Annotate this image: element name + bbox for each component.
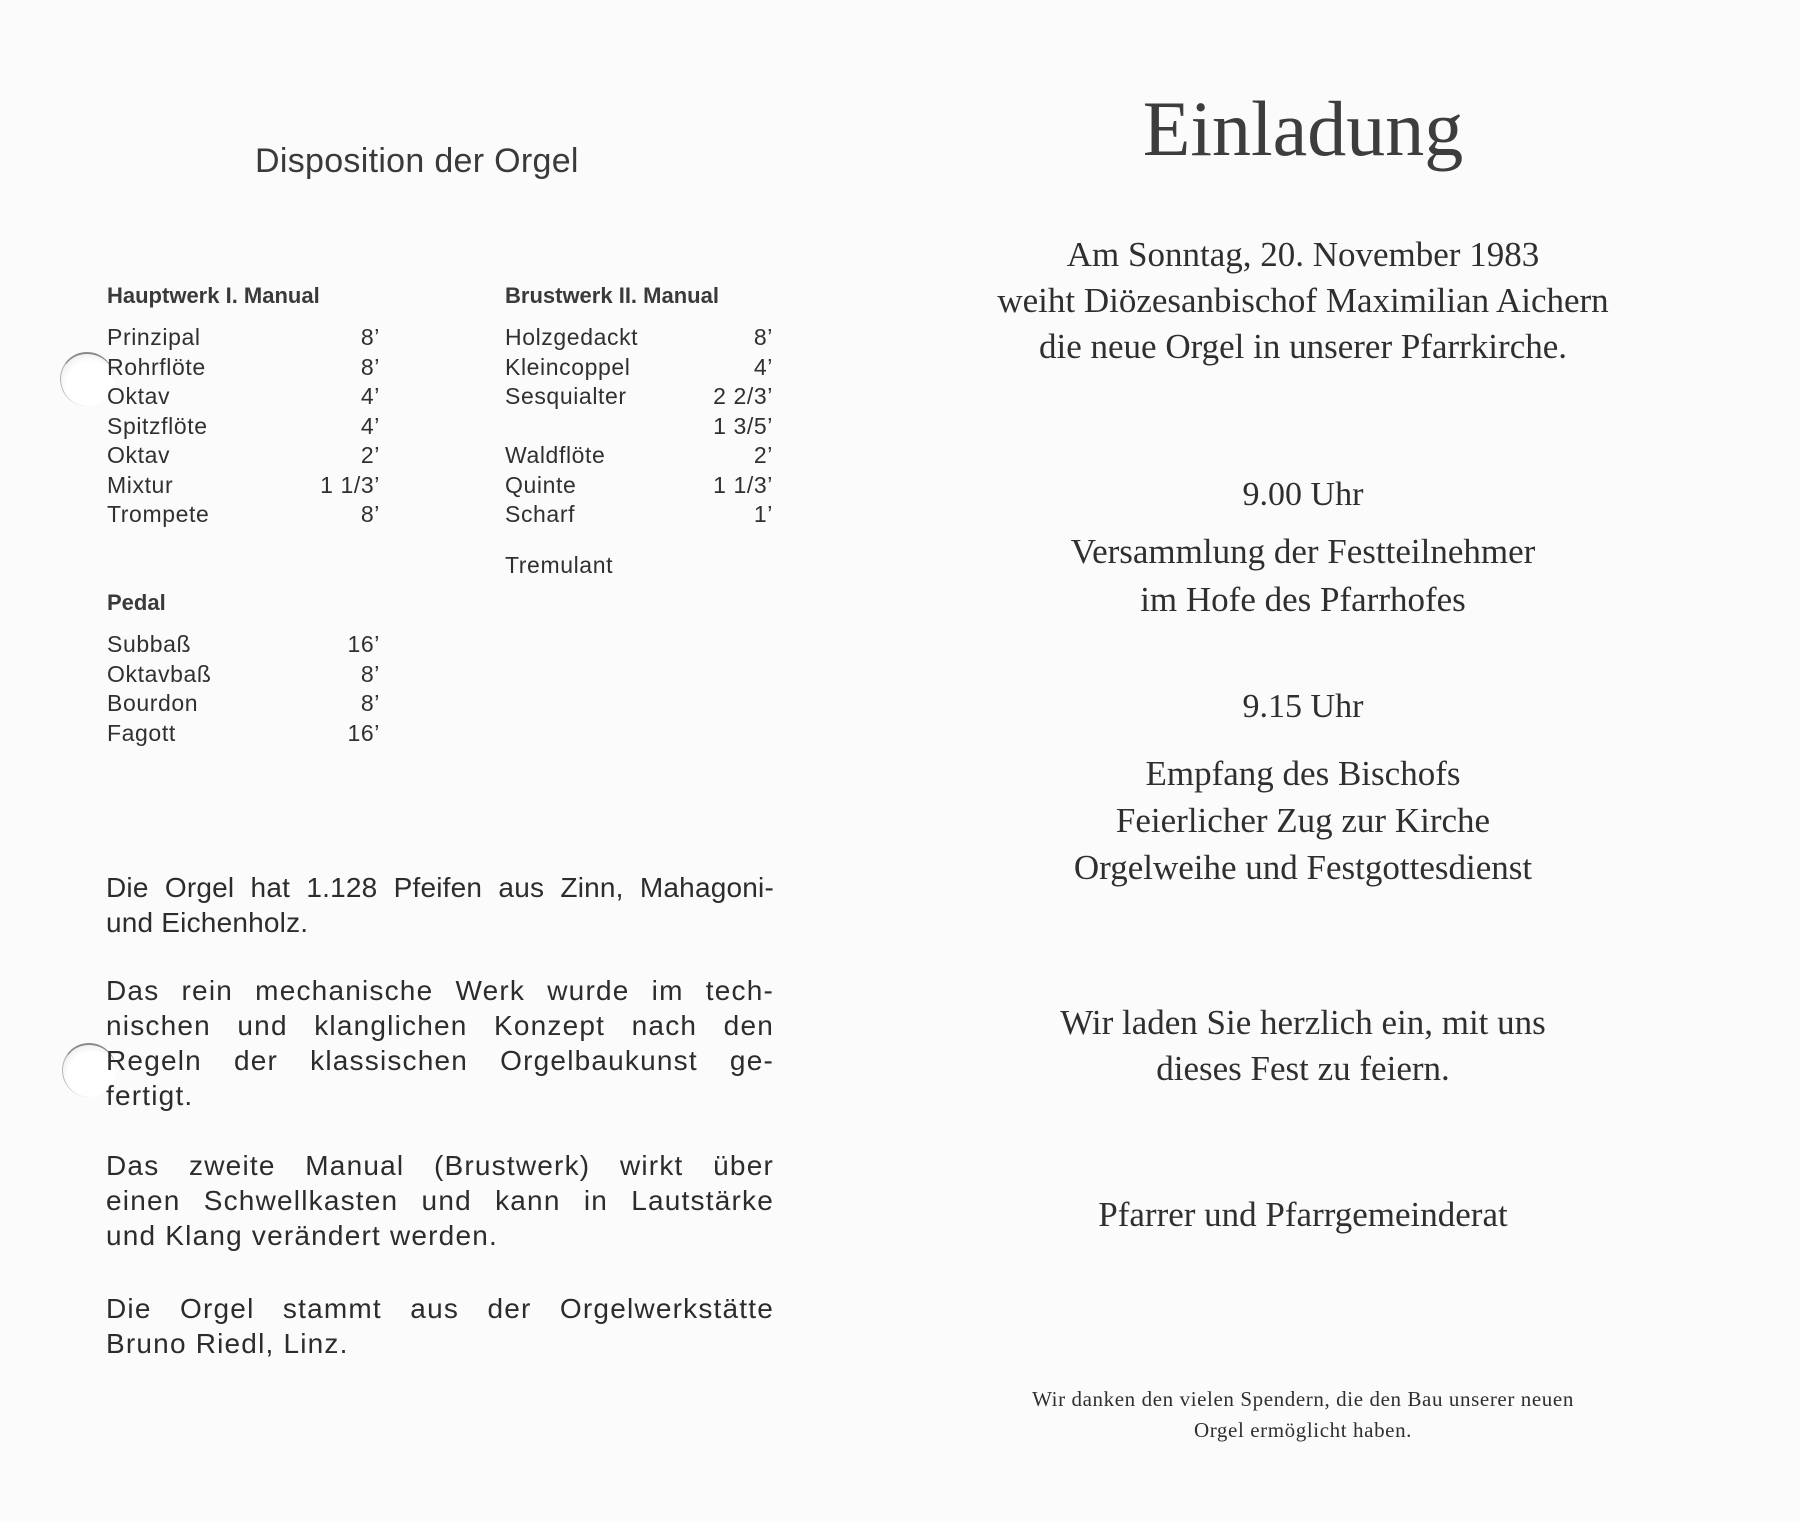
- signature: Pfarrer und Pfarrgemeinderat: [1098, 1195, 1508, 1234]
- stop-pitch: 8’: [360, 660, 380, 687]
- stop-pitch: 8’: [360, 501, 380, 527]
- stop-name: Mixtur: [107, 471, 174, 498]
- paragraph-line: fertigt.: [106, 1080, 194, 1111]
- stop-name: Scharf: [505, 501, 576, 527]
- stop-name: Quinte: [505, 471, 577, 498]
- invite-line: Wir laden Sie herzlich ein, mit uns: [1060, 1003, 1546, 1042]
- stop-name: Spitzflöte: [107, 412, 208, 439]
- tremulant-label: Tremulant: [505, 551, 614, 578]
- thanks-note: [940, 1384, 1666, 1446]
- stop-pitch: 8’: [360, 324, 380, 350]
- stop-pitch: 8’: [360, 353, 380, 380]
- time-first: 9.00 Uhr: [1242, 476, 1364, 513]
- hauptwerk-section: [107, 283, 380, 530]
- stop-name: Subbaß: [107, 631, 192, 657]
- stop-row: [505, 353, 773, 383]
- stop-name: Oktavbaß: [107, 660, 212, 687]
- paragraph-line: nischen und klanglichen Konzept nach den: [106, 1010, 774, 1041]
- paragraph-line: Das zweite Manual (Brustwerk) wirkt über: [106, 1150, 774, 1181]
- stop-row: [505, 500, 773, 530]
- pedal-heading: Pedal: [107, 590, 166, 615]
- event-second: [940, 750, 1666, 891]
- stop-name: Prinzipal: [107, 324, 201, 350]
- stop-name: Rohrflöte: [107, 353, 206, 380]
- stop-row: [107, 441, 380, 471]
- stop-row: [505, 382, 773, 412]
- stop-pitch: 1 3/5’: [713, 412, 773, 439]
- time-second: 9.15 Uhr: [1242, 688, 1364, 725]
- invitation-title: Einladung: [1142, 85, 1464, 172]
- stop-row: [505, 441, 773, 471]
- intro-line: weiht Diözesanbischof Maximilian Aichern: [997, 281, 1609, 320]
- stop-row: [107, 660, 380, 690]
- event-line: im Hofe des Pfarrhofes: [1140, 580, 1466, 619]
- stop-row: [107, 689, 380, 719]
- paragraph-line: Das rein mechanische Werk wurde im tech-: [106, 975, 774, 1006]
- invite-text: [940, 1000, 1666, 1092]
- pedal-section: [107, 590, 380, 748]
- stop-row: [107, 719, 380, 749]
- stop-pitch: 16’: [347, 719, 380, 746]
- paragraph-line: Regeln der klassischen Orgelbaukunst ge-: [106, 1045, 774, 1076]
- brustwerk-section: [505, 283, 773, 579]
- stop-row: [107, 471, 380, 501]
- event-line: Feierlicher Zug zur Kirche: [1115, 801, 1491, 840]
- stop-pitch: 4’: [360, 412, 380, 439]
- stop-pitch: 1 1/3’: [320, 471, 380, 498]
- disposition-title: Disposition der Orgel: [255, 142, 579, 180]
- builder-paragraph: [106, 1291, 774, 1361]
- stop-pitch: 8’: [753, 324, 773, 350]
- paragraph-line: und Eichenholz.: [106, 907, 309, 938]
- organ-pipes-paragraph: [106, 870, 774, 940]
- stop-row: [505, 471, 773, 501]
- stop-name: Sesquialter: [505, 383, 627, 409]
- second-manual-paragraph: [106, 1148, 774, 1253]
- stop-row: [107, 382, 380, 412]
- event-line: Orgelweihe und Festgottesdienst: [1073, 848, 1533, 887]
- event-line: Empfang des Bischofs: [1145, 754, 1461, 793]
- stop-name: Trompete: [107, 501, 210, 527]
- stop-name: Oktav: [107, 383, 171, 409]
- stop-pitch: 2’: [360, 442, 380, 468]
- stop-row: [107, 323, 380, 353]
- paragraph-line: und Klang verändert werden.: [106, 1220, 498, 1251]
- stop-pitch: 16’: [347, 631, 380, 657]
- stop-row: [505, 323, 773, 353]
- invitation-intro: [940, 232, 1666, 370]
- stop-pitch: 2’: [753, 442, 773, 468]
- stop-pitch: 4’: [753, 353, 773, 380]
- stop-row: [505, 412, 773, 442]
- thanks-line: Wir danken den vielen Spendern, die den Bau unserer neuen: [1032, 1387, 1574, 1411]
- hauptwerk-heading: Hauptwerk I. Manual: [107, 283, 320, 308]
- stop-row: [107, 412, 380, 442]
- stop-pitch: 1’: [753, 501, 773, 527]
- stop-name: Holzgedackt: [505, 324, 639, 350]
- paragraph-line: Die Orgel stammt aus der Orgelwerkstätte: [106, 1293, 774, 1324]
- brustwerk-heading: Brustwerk II. Manual: [505, 283, 719, 308]
- invite-line: dieses Fest zu feiern.: [1156, 1049, 1450, 1088]
- intro-line: die neue Orgel in unserer Pfarrkirche.: [1038, 327, 1568, 366]
- mechanics-paragraph: [106, 973, 774, 1113]
- stop-row: [107, 353, 380, 383]
- intro-line: Am Sonntag, 20. November 1983: [1066, 235, 1540, 274]
- paragraph-line: einen Schwellkasten und kann in Lautstärke: [106, 1185, 774, 1216]
- stop-name: Fagott: [107, 719, 176, 746]
- stop-row: [107, 630, 380, 660]
- stop-row: [107, 500, 380, 530]
- stop-name: Oktav: [107, 442, 171, 468]
- stop-name: Waldflöte: [505, 442, 606, 468]
- stop-pitch: 4’: [360, 383, 380, 409]
- stop-name: Bourdon: [107, 690, 199, 716]
- stop-pitch: 8’: [360, 690, 380, 716]
- stop-name: Kleincoppel: [505, 353, 631, 380]
- stop-pitch: 1 1/3’: [713, 471, 773, 498]
- paragraph-line: Bruno Riedl, Linz.: [106, 1328, 349, 1359]
- stop-pitch: 2 2/3’: [713, 383, 773, 409]
- thanks-line: Orgel ermöglicht haben.: [1193, 1418, 1413, 1442]
- event-line: Versammlung der Festteilnehmer: [1070, 532, 1536, 571]
- paragraph-line: Die Orgel hat 1.128 Pfeifen aus Zinn, Mahagoni-: [106, 872, 774, 903]
- punch-hole: [60, 352, 114, 406]
- event-first: [940, 528, 1666, 624]
